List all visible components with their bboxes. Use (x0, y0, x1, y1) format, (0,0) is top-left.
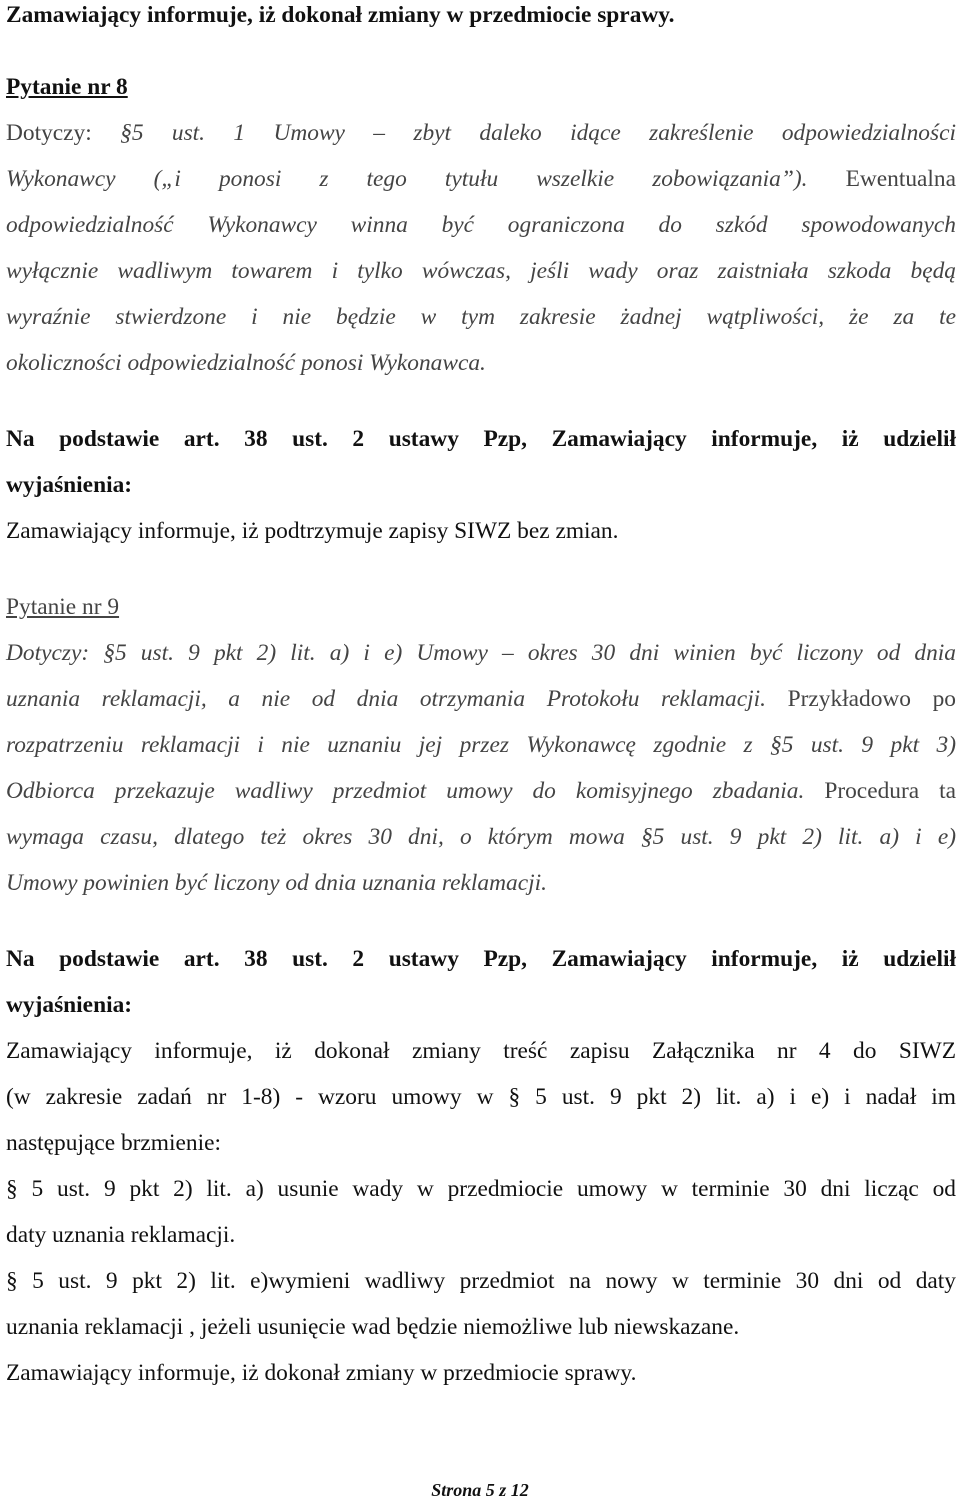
question-9-subject: Dotyczy: §5 ust. 9 pkt 2) lit. a) i e) Umowy – okres 30 dni winien być liczony od dnia (6, 640, 956, 666)
answer-9-text-line: Zamawiający informuje, iż dokonał zmiany treść zapisu Załącznika nr 4 do SIWZ (6, 1038, 956, 1064)
question-8-text-line: wyłącznie wadliwym towarem i tylko wówczas, jeśli wady oraz zaistniała szkoda będą (6, 258, 956, 284)
question-9-text-line (6, 638, 956, 668)
answer-8-intro: Na podstawie art. 38 ust. 2 ustawy Pzp, Zamawiający informuje, iż udzielił (6, 426, 956, 452)
clause-a-line: § 5 ust. 9 pkt 2) lit. a) usunie wady w przedmiocie umowy w terminie 30 dni licząc od (6, 1176, 956, 1202)
question-9-text-line: rozpatrzeniu reklamacji i nie uznaniu jej przez Wykonawcę zgodnie z §5 ust. 9 pkt 3) (6, 732, 956, 758)
question-8-text-line (6, 118, 956, 148)
clause-e-line: § 5 ust. 9 pkt 2) lit. e)wymieni wadliwy przedmiot na nowy w terminie 30 dni od daty (6, 1268, 956, 1294)
question-8-text-line: odpowiedzialność Wykonawcy winna być ograniczona do szkód spowodowanych (6, 212, 956, 238)
clause-e-line: uznania reklamacji , jeżeli usunięcie wad będzie niemożliwe lub niewskazane. (6, 1314, 740, 1340)
question-8-text-line: wyraźnie stwierdzone i nie będzie w tym zakresie żadnej wątpliwości, że za te (6, 304, 956, 330)
question-8-heading: Pytanie nr 8 (6, 74, 128, 100)
answer-8-text: Zamawiający informuje, iż podtrzymuje zapisy SIWZ bez zmian. (6, 518, 619, 544)
question-8-subject: §5 ust. 1 Umowy – zbyt daleko idące zakreślenie odpowiedzialności (120, 120, 956, 146)
question-9-text-line: Odbiorca przekazuje wadliwy przedmiot umowy do komisyjnego zbadania. Procedura ta (6, 778, 956, 804)
answer-8-intro-cont: wyjaśnienia: (6, 472, 133, 498)
page-footer (0, 1480, 960, 1501)
page-number: Strona 5 z 12 (431, 1480, 529, 1500)
question-8-text-line: Wykonawcy („i ponosi z tego tytułu wszelkie zobowiązania”). Ewentualna (6, 166, 956, 192)
question-9-heading: Pytanie nr 9 (6, 594, 120, 620)
clause-a-line: daty uznania reklamacji. (6, 1222, 236, 1248)
question-9-text-line: Umowy powinien być liczony od dnia uznania reklamacji. (6, 870, 547, 896)
answer-9-intro: Na podstawie art. 38 ust. 2 ustawy Pzp, Zamawiający informuje, iż udzielił (6, 946, 956, 972)
question-9-text-line: uznania reklamacji, a nie od dnia otrzymania Protokołu reklamacji. Przykładowo po (6, 686, 956, 712)
answer-9-text-line: (w zakresie zadań nr 1-8) - wzoru umowy w § 5 ust. 9 pkt 2) lit. a) i e) i nadał im (6, 1084, 956, 1110)
question-8-text-line: okoliczności odpowiedzialność ponosi Wykonawca. (6, 350, 486, 376)
answer-9-intro-cont: wyjaśnienia: (6, 992, 133, 1018)
final-notice: Zamawiający informuje, iż dokonał zmiany w przedmiocie sprawy. (6, 1360, 637, 1386)
question-8-subject-label: Dotyczy: (6, 120, 92, 146)
top-notice: Zamawiający informuje, iż dokonał zmiany w przedmiocie sprawy. (6, 2, 675, 28)
answer-9-text-line: następujące brzmienie: (6, 1130, 221, 1156)
question-9-text-line: wymaga czasu, dlatego też okres 30 dni, o którym mowa §5 ust. 9 pkt 2) lit. a) i e) (6, 824, 956, 850)
